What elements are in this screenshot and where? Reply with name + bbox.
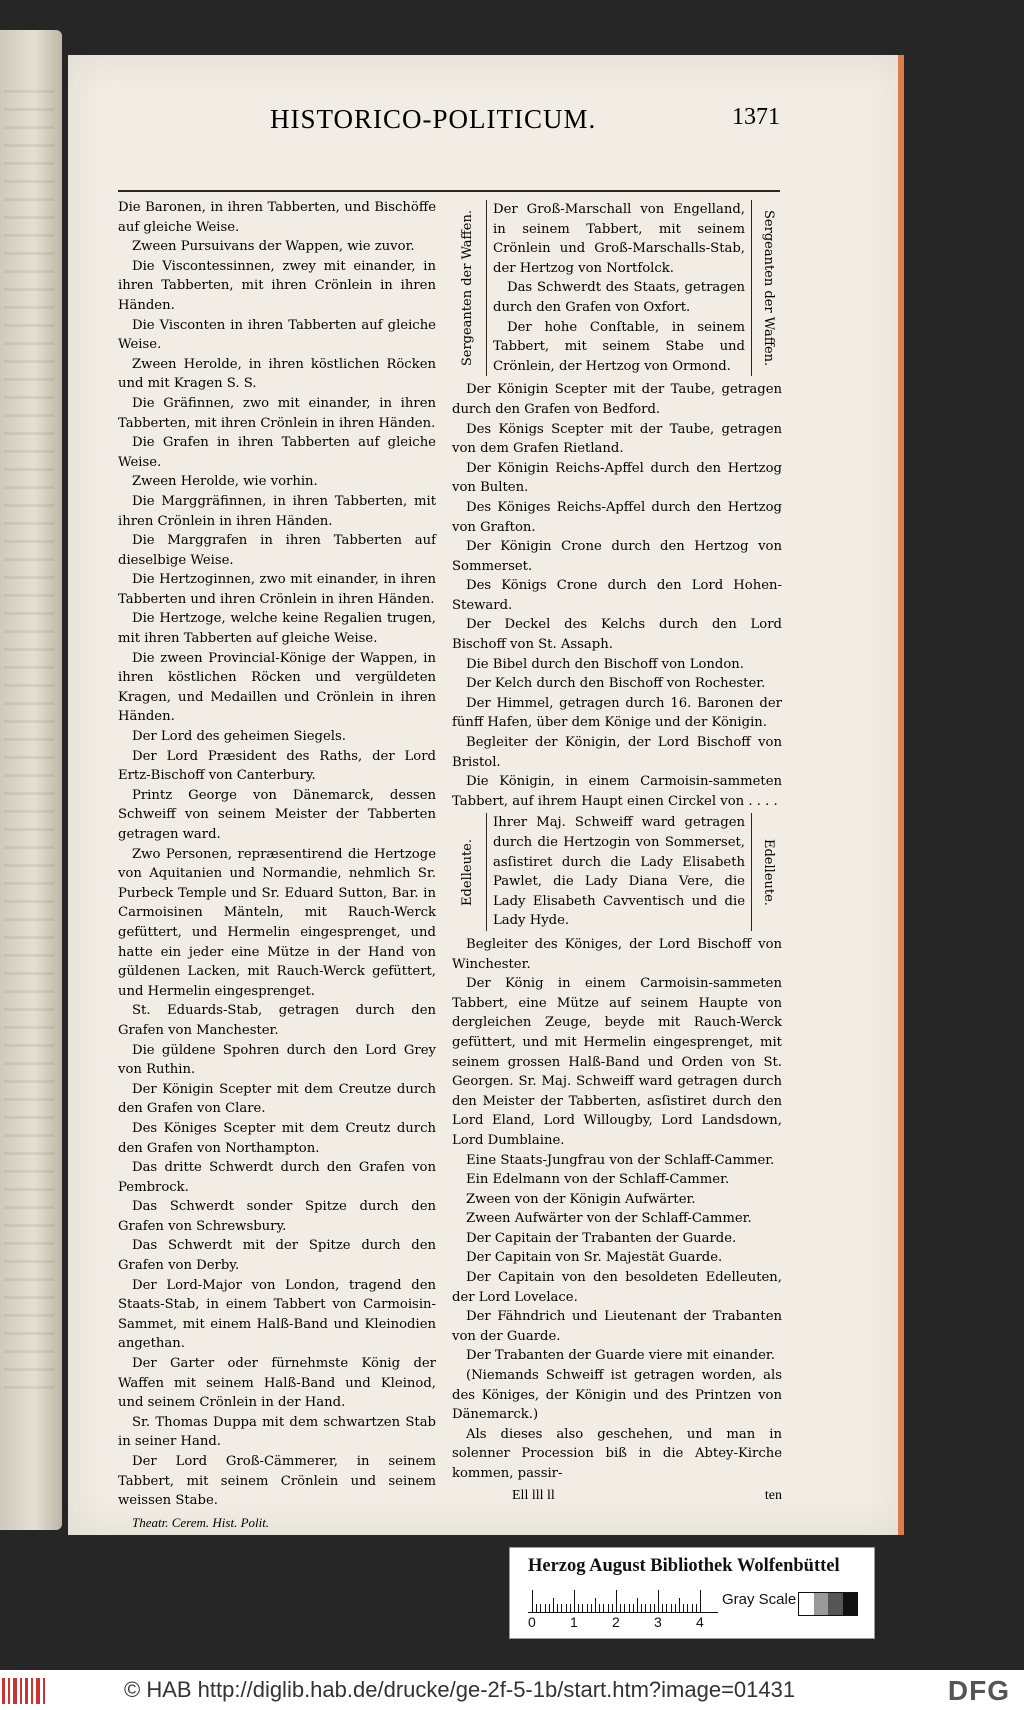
page-header — [180, 102, 780, 142]
ruler-tick — [671, 1604, 672, 1612]
ruler-tick — [662, 1604, 663, 1612]
ruler-tick — [624, 1604, 625, 1612]
ruler-tick — [675, 1604, 676, 1612]
citation-link[interactable]: © HAB http://diglib.hab.de/drucke/ge-2f-5-1b/start.htm?image=01431 — [124, 1677, 796, 1702]
ruler-number: 1 — [570, 1614, 578, 1630]
paragraph: Die Baronen, in ihren Tabberten, und Bischöffe auf gleiche Weise. — [118, 200, 436, 235]
paragraph: Der hohe Conſtable, in seinem Tabbert, mit seinem Stabe und Crönlein, der Hertzog von Ormond. — [493, 319, 745, 374]
paragraph: Die Hertzoge, welche keine Regalien trugen, mit ihren Tabberten auf gleiche Weise. — [118, 611, 436, 647]
paragraph: Die Marggrafen in ihren Tabberten auf dieselbige Weise. — [118, 533, 436, 568]
ruler-tick — [654, 1604, 655, 1612]
ruler-tick — [679, 1598, 680, 1612]
paragraph: Der Königin Scepter mit der Taube, getragen durch den Grafen von Bedford. — [452, 382, 782, 417]
paragraph: Des Königes Scepter mit dem Creutz durch den Grafen von Northampton. — [118, 1120, 436, 1156]
ruler-tick — [578, 1604, 579, 1612]
paragraph: Als dieses also geschehen, und man in solenner Procession biß in die Abtey-Kirche kommen, passir- — [452, 1426, 782, 1481]
ruler-tick — [574, 1590, 575, 1612]
paragraph: Der Capitain von Sr. Majestät Guarde. — [466, 1250, 723, 1266]
paragraph: Die Marggräfinnen, in ihren Tabberten, mit ihren Crönlein in ihren Händen. — [118, 493, 436, 529]
paragraph: Die Hertzoginnen, zwo mit einander, in ihren Tabberten und ihren Crönlein in ihren Händen. — [118, 572, 436, 607]
paragraph: Des Königes Reichs-Apffel durch den Hertzog von Grafton. — [452, 499, 782, 535]
paragraph: Der Groß-Marschall von Engelland, in seinem Tabbert, mit seinem Crönlein und Groß-Marschalls-Stab, der Hertzog von Nortfolck. — [493, 202, 745, 276]
ruler-tick — [687, 1604, 688, 1612]
ruler-tick — [650, 1604, 651, 1612]
library-name: Herzog August Bibliothek Wolfenbüttel — [528, 1556, 840, 1576]
ruler-tick — [595, 1598, 596, 1612]
paragraph: Printz George von Dänemarck, dessen Schweiff von seinem Meister der Tabberten getragen ward. — [118, 787, 436, 842]
ruler-tick — [532, 1590, 533, 1612]
ruler-tick — [645, 1604, 646, 1612]
ruler-numbers — [524, 1614, 724, 1630]
paragraph: Des Königs Crone durch den Lord Hohen-Steward. — [452, 578, 782, 613]
paragraph: Zween Pursuivans der Wappen, wie zuvor. — [132, 239, 415, 255]
ruler-scale — [528, 1588, 718, 1613]
paragraph: Zween von der Königin Aufwärter. — [466, 1191, 696, 1207]
ruler-tick — [570, 1604, 571, 1612]
bracket-group-nobles — [452, 813, 782, 931]
paragraph: Die Grafen in ihren Tabberten auf gleiche Weise. — [118, 435, 436, 470]
paragraph: Der Trabanten der Guarde viere mit einander. — [466, 1348, 775, 1364]
barcode-icon — [0, 1678, 48, 1704]
paragraph: Das Schwerdt des Staats, getragen durch den Grafen von Oxfort. — [493, 280, 745, 315]
paragraph: Der Deckel des Kelchs durch den Lord Bischoff von St. Assaph. — [452, 617, 782, 653]
paragraph: Der Fähndrich und Lieutenant der Trabanten von der Guarde. — [452, 1309, 782, 1344]
paragraph: (Niemands Schweiff ist getragen worden, als des Königes, der Königin und des Printzen von Dänemarck.) — [452, 1368, 782, 1423]
footer-bar — [0, 1670, 1024, 1710]
paragraph: Begleiter der Königin, der Lord Bischoff von Bristol. — [452, 735, 782, 770]
paragraph: Der Garter oder fürnehmste König der Waffen mit seinem Halß-Band und Kleinod, und seinem Crönlein in der Hand. — [118, 1356, 436, 1411]
paragraph: Eine Staats-Jungfrau von der Schlaff-Cammer. — [466, 1152, 775, 1168]
ruler-tick — [692, 1604, 693, 1612]
paragraph: Zween Herolde, in ihren köstlichen Röcken und mit Kragen S. S. — [118, 356, 436, 392]
ruler-tick — [700, 1590, 701, 1612]
paragraph: Der Lord Præsident des Raths, der Lord Ertz-Bischoff von Canterbury. — [118, 748, 436, 784]
paragraph: Die Bibel durch den Bischoff von London. — [466, 656, 744, 672]
side-label-right: Sergeanten der Waffen. — [760, 210, 776, 367]
paragraph: Ihrer Maj. Schweiff ward getragen durch die Hertzogin von Sommerset, asſistiret durch die Lady Elisabeth Pawlet, die Lady Diana Vere, die Lady Elisabeth Cavventisch und die Lady Hyde. — [493, 815, 745, 929]
catchword: ten — [764, 1487, 782, 1503]
paragraph: Das Schwerdt mit der Spitze durch den Grafen von Derby. — [118, 1238, 436, 1274]
signature-mark: Ell lll ll — [512, 1487, 555, 1503]
paragraph: Die Königin, in einem Carmoisin-sammeten Tabbert, auf ihrem Haupt einen Circkel von . . . . — [452, 774, 782, 809]
ruler-number: 2 — [612, 1614, 620, 1630]
paragraph: Der Capitain der Trabanten der Guarde. — [466, 1230, 737, 1246]
dfg-logo: DFG — [947, 1675, 1010, 1706]
ruler-tick — [587, 1604, 588, 1612]
ruler-tick — [540, 1604, 541, 1612]
catchwords — [452, 1486, 782, 1506]
library-color-card — [509, 1547, 875, 1639]
ruler-tick — [599, 1604, 600, 1612]
paragraph: St. Eduards-Stab, getragen durch den Grafen von Manchester. — [118, 1003, 436, 1038]
ruler-tick — [557, 1604, 558, 1612]
ruler-tick — [616, 1590, 617, 1612]
gray-scale-swatches — [798, 1592, 858, 1616]
paragraph: Zween Herolde, wie vorhin. — [132, 474, 318, 490]
side-label-left: Sergeanten der Waffen. — [460, 210, 476, 367]
side-label-right: Edelleute. — [760, 838, 776, 906]
ruler-tick — [683, 1604, 684, 1612]
ruler-tick — [553, 1598, 554, 1612]
paragraph: Die Viscontessinnen, zwey mit einander, in ihren Tabberten, mit ihren Crönlein in ihren Händen. — [118, 258, 436, 313]
bracket-group-sergeants — [452, 200, 782, 376]
ruler-tick — [591, 1604, 592, 1612]
gray-scale-label: Gray Scale — [722, 1591, 797, 1608]
ruler-tick — [620, 1604, 621, 1612]
ruler-number: 3 — [654, 1614, 662, 1630]
right-column — [452, 198, 782, 1505]
ruler-tick — [603, 1604, 604, 1612]
page-number: 1371 — [732, 104, 780, 130]
ruler-tick — [545, 1604, 546, 1612]
paragraph: Begleiter des Königes, der Lord Bischoff von Winchester. — [452, 936, 782, 972]
ruler-tick — [658, 1590, 659, 1612]
paragraph: Die Visconten in ihren Tabberten auf gleiche Weise. — [118, 317, 436, 353]
left-column — [118, 198, 436, 1532]
ruler-tick — [566, 1604, 567, 1612]
paragraph: Die güldene Spohren durch den Lord Grey von Ruthin. — [118, 1042, 436, 1078]
paragraph: Ein Edelmann von der Schlaff-Cammer. — [466, 1172, 730, 1188]
ruler-tick — [637, 1598, 638, 1612]
header-rule — [118, 190, 780, 192]
paragraph: Der Lord-Major von London, tragend den Staats-Stab, in einem Tabbert von Carmoisin-Sammet, mit einem Halß-Band und Kleinodien angethan. — [118, 1277, 436, 1352]
running-title: HISTORICO-POLITICUM. — [270, 104, 597, 134]
paragraph: Der König in einem Carmoisin-sammeten Tabbert, eine Mütze auf seinem Haupte von dergleichen Zeuge, beyde mit Rauch-Werck gefüttert, und mit Hermelin eingesprenget, mit seinem grossen Halß-Band und Orden von St. Georgen. Sr. Maj. Schweiff ward getragen durch den Meister der Tabberten, asſistiret durch den Lord Eland, Lord Willougby, Lord Landsdown, Lord Dumblaine. — [452, 976, 782, 1148]
paragraph: Zween Aufwärter von der Schlaff-Cammer. — [466, 1211, 752, 1227]
paragraph: Sr. Thomas Duppa mit dem schwartzen Stab in seiner Hand. — [118, 1414, 436, 1450]
ruler-tick — [629, 1604, 630, 1612]
ruler-tick — [612, 1604, 613, 1612]
ruler-number: 4 — [696, 1614, 704, 1630]
ruler-number: 0 — [528, 1614, 536, 1630]
ruler-tick — [641, 1604, 642, 1612]
paragraph: Das dritte Schwerdt durch den Grafen von Pembrock. — [118, 1160, 436, 1195]
ruler-tick — [696, 1604, 697, 1612]
paragraph: Die zween Provincial-Könige der Wappen, in ihren köstlichen Röcken und vergüldeten Kragen, und Medaillen und Crönlein in ihren Händen. — [118, 650, 436, 725]
paragraph: Der Himmel, getragen durch 16. Baronen der fünff Hafen, über dem Könige und der Königin. — [452, 695, 782, 731]
footer-reference: Theatr. Cerem. Hist. Polit. — [132, 1514, 270, 1530]
paragraph: Die Gräfinnen, zwo mit einander, in ihren Tabberten, mit ihren Crönlein in ihren Händen. — [118, 395, 436, 431]
previous-page-edge — [0, 30, 62, 1530]
ruler-tick — [549, 1604, 550, 1612]
paragraph: Der Königin Scepter mit dem Creutze durch den Grafen von Clare. — [118, 1081, 436, 1117]
side-label-left: Edelleute. — [460, 838, 476, 906]
ruler-tick — [608, 1604, 609, 1612]
ruler-tick — [561, 1604, 562, 1612]
paragraph: Das Schwerdt sonder Spitze durch den Grafen von Schrewsbury. — [118, 1199, 436, 1234]
ruler-tick — [582, 1604, 583, 1612]
ruler-tick — [666, 1604, 667, 1612]
ruler-tick — [536, 1604, 537, 1612]
paragraph: Der Lord des geheimen Siegels. — [132, 729, 346, 745]
paragraph: Des Königs Scepter mit der Taube, getragen von dem Grafen Rietland. — [452, 421, 782, 457]
paragraph: Der Lord Groß-Cämmerer, in seinem Tabbert, mit seinem Crönlein und seinem weissen Stabe. — [118, 1454, 436, 1509]
paragraph: Der Königin Crone durch den Hertzog von Sommerset. — [452, 539, 782, 574]
paragraph: Zwo Personen, repræsentirend die Hertzoge von Aquitanien und Normandie, nehmlich Sr. Purbeck Temple und Sr. Eduard Sutton, Bar. in Carmoisinen Mänteln, mit Rauch-Werck gefüttert, und Hermelin eingesprenget, und hatte ein jeder eine Mütze in der Hand von güldenen Lacken, mit Rauch-Werck gefüttert, und Hermelin eingesprenget. — [118, 846, 436, 999]
paragraph: Der Capitain von den besoldeten Edelleuten, der Lord Lovelace. — [452, 1270, 782, 1305]
ruler-tick — [633, 1604, 634, 1612]
paragraph: Der Kelch durch den Bischoff von Rochester. — [466, 676, 766, 692]
paragraph: Der Königin Reichs-Apffel durch den Hertzog von Bulten. — [452, 460, 782, 496]
